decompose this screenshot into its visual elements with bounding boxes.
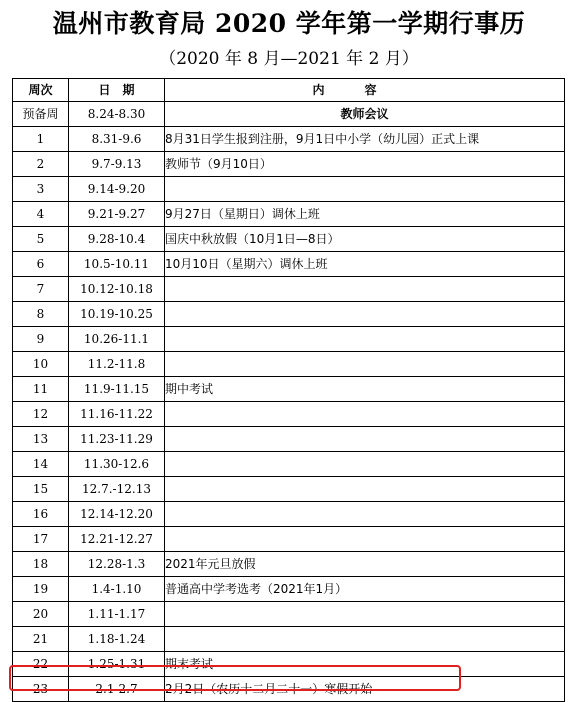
content-cell: 8月31日学生报到注册，9月1日中小学（幼儿园）正式上课 bbox=[165, 127, 565, 152]
week-cell: 4 bbox=[13, 202, 69, 227]
content-cell bbox=[165, 477, 565, 502]
week-cell: 13 bbox=[13, 427, 69, 452]
date-cell: 9.21-9.27 bbox=[69, 202, 165, 227]
week-cell: 10 bbox=[13, 352, 69, 377]
table-row bbox=[13, 127, 565, 152]
calendar-table bbox=[12, 78, 565, 702]
content-cell: 2月2日（农历十二月二十一）寒假开始 bbox=[165, 677, 565, 702]
table-row bbox=[13, 452, 565, 477]
table-row bbox=[13, 102, 565, 127]
table-row bbox=[13, 477, 565, 502]
week-cell: 21 bbox=[13, 627, 69, 652]
table-row bbox=[13, 152, 565, 177]
week-cell: 1 bbox=[13, 127, 69, 152]
date-cell: 1.11-1.17 bbox=[69, 602, 165, 627]
content-cell bbox=[165, 527, 565, 552]
content-cell bbox=[165, 627, 565, 652]
week-cell: 14 bbox=[13, 452, 69, 477]
table-row bbox=[13, 602, 565, 627]
content-cell: 教师会议 bbox=[165, 102, 565, 127]
content-cell bbox=[165, 327, 565, 352]
date-cell: 10.12-10.18 bbox=[69, 277, 165, 302]
week-cell: 11 bbox=[13, 377, 69, 402]
week-cell: 20 bbox=[13, 602, 69, 627]
content-cell bbox=[165, 177, 565, 202]
week-cell: 3 bbox=[13, 177, 69, 202]
table-row bbox=[13, 527, 565, 552]
content-cell: 期末考试 bbox=[165, 652, 565, 677]
table-row bbox=[13, 627, 565, 652]
week-cell: 16 bbox=[13, 502, 69, 527]
content-cell bbox=[165, 277, 565, 302]
date-cell: 1.25-1.31 bbox=[69, 652, 165, 677]
week-cell: 17 bbox=[13, 527, 69, 552]
week-cell: 6 bbox=[13, 252, 69, 277]
content-cell bbox=[165, 427, 565, 452]
date-cell: 8.24-8.30 bbox=[69, 102, 165, 127]
content-cell: 2021年元旦放假 bbox=[165, 552, 565, 577]
table-row bbox=[13, 652, 565, 677]
table-row bbox=[13, 202, 565, 227]
week-cell: 7 bbox=[13, 277, 69, 302]
week-cell: 12 bbox=[13, 402, 69, 427]
week-cell: 8 bbox=[13, 302, 69, 327]
week-cell: 5 bbox=[13, 227, 69, 252]
table-row bbox=[13, 227, 565, 252]
table-row bbox=[13, 402, 565, 427]
week-cell: 2 bbox=[13, 152, 69, 177]
table-row bbox=[13, 177, 565, 202]
table-row bbox=[13, 277, 565, 302]
table-row bbox=[13, 552, 565, 577]
content-cell bbox=[165, 402, 565, 427]
date-cell: 10.5-10.11 bbox=[69, 252, 165, 277]
content-cell bbox=[165, 602, 565, 627]
date-cell: 11.2-11.8 bbox=[69, 352, 165, 377]
content-cell bbox=[165, 302, 565, 327]
date-cell: 10.19-10.25 bbox=[69, 302, 165, 327]
content-cell: 国庆中秋放假（10月1日—8日） bbox=[165, 227, 565, 252]
date-cell: 12.7.-12.13 bbox=[69, 477, 165, 502]
page-subtitle: （2020 年 8 月—2021 年 2 月） bbox=[159, 49, 419, 69]
week-cell: 预备周 bbox=[13, 102, 69, 127]
table-row bbox=[13, 252, 565, 277]
table-row bbox=[13, 677, 565, 702]
page-title: 温州市教育局 2020 学年第一学期行事历 bbox=[52, 9, 526, 38]
content-cell: 普通高中学考选考（2021年1月） bbox=[165, 577, 565, 602]
date-cell: 1.4-1.10 bbox=[69, 577, 165, 602]
date-cell: 12.28-1.3 bbox=[69, 552, 165, 577]
week-cell: 15 bbox=[13, 477, 69, 502]
table-header-row bbox=[13, 79, 565, 102]
date-cell: 10.26-11.1 bbox=[69, 327, 165, 352]
date-cell: 12.21-12.27 bbox=[69, 527, 165, 552]
week-cell: 22 bbox=[13, 652, 69, 677]
content-cell: 9月27日（星期日）调休上班 bbox=[165, 202, 565, 227]
date-cell: 11.16-11.22 bbox=[69, 402, 165, 427]
date-cell: 12.14-12.20 bbox=[69, 502, 165, 527]
date-cell: 9.14-9.20 bbox=[69, 177, 165, 202]
date-cell: 11.30-12.6 bbox=[69, 452, 165, 477]
content-cell: 期中考试 bbox=[165, 377, 565, 402]
table-row bbox=[13, 352, 565, 377]
table-row bbox=[13, 377, 565, 402]
date-cell: 9.28-10.4 bbox=[69, 227, 165, 252]
date-cell: 9.7-9.13 bbox=[69, 152, 165, 177]
date-cell: 2.1-2.7 bbox=[69, 677, 165, 702]
week-cell: 23 bbox=[13, 677, 69, 702]
date-cell: 1.18-1.24 bbox=[69, 627, 165, 652]
content-cell bbox=[165, 452, 565, 477]
date-cell: 11.23-11.29 bbox=[69, 427, 165, 452]
content-cell: 10月10日（星期六）调休上班 bbox=[165, 252, 565, 277]
week-cell: 19 bbox=[13, 577, 69, 602]
content-cell bbox=[165, 352, 565, 377]
table-row bbox=[13, 302, 565, 327]
date-cell: 8.31-9.6 bbox=[69, 127, 165, 152]
week-cell: 9 bbox=[13, 327, 69, 352]
header-date: 日 期 bbox=[69, 79, 165, 102]
table-row bbox=[13, 502, 565, 527]
content-cell: 教师节（9月10日） bbox=[165, 152, 565, 177]
table-row bbox=[13, 427, 565, 452]
date-cell: 11.9-11.15 bbox=[69, 377, 165, 402]
header-week: 周次 bbox=[13, 79, 69, 102]
header-content: 内容 bbox=[165, 79, 565, 102]
table-row bbox=[13, 327, 565, 352]
table-row bbox=[13, 577, 565, 602]
content-cell bbox=[165, 502, 565, 527]
week-cell: 18 bbox=[13, 552, 69, 577]
